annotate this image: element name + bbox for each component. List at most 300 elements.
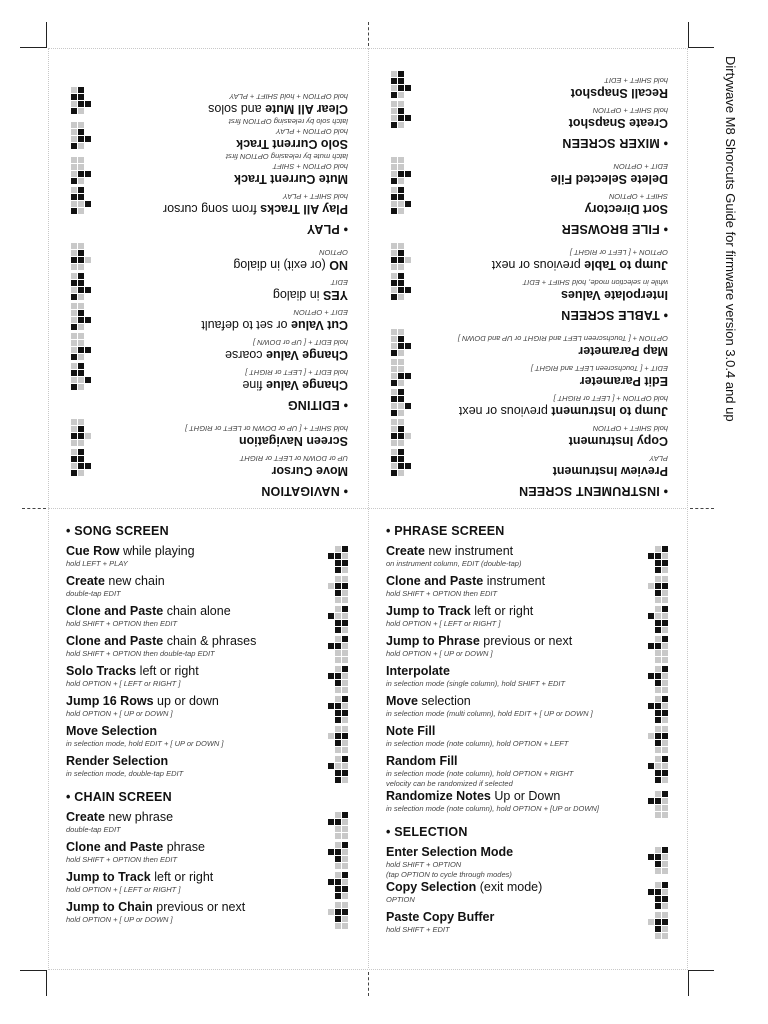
keypad-cell [335, 597, 341, 603]
shortcut-keys: hold OPTION + PLAY [275, 127, 348, 136]
section-heading: • CHAIN SCREEN [66, 790, 172, 804]
shortcut-action: Move Cursor [271, 464, 348, 478]
keypad-cell [648, 613, 654, 619]
shortcut-detail: left or right [470, 604, 534, 618]
keypad-cell [342, 687, 348, 693]
keypad-cell [391, 463, 397, 469]
shortcut-action: Create Snapshot [568, 116, 668, 130]
shortcut-detail: instrument [483, 574, 546, 588]
keypad-cell [398, 336, 404, 342]
keypad-cell [662, 747, 668, 753]
keypad-cell [655, 896, 661, 902]
keypad-cell [328, 673, 334, 679]
shortcut-item [63, 332, 348, 362]
keypad-cell [391, 470, 397, 476]
shortcut-detail: chain & phrases [163, 634, 257, 648]
play-pad-icon [63, 448, 91, 476]
keypad-cell [335, 777, 341, 783]
keypad-cell [398, 329, 404, 335]
keypad-cell [662, 903, 668, 909]
keypad-cell [335, 886, 341, 892]
keypad-cell [342, 606, 348, 612]
keypad-cell [405, 171, 411, 177]
shortcut-action: Jump 16 Rows [66, 694, 154, 708]
keypad-cell [398, 122, 404, 128]
keypad-cell [342, 710, 348, 716]
keypad-cell [398, 250, 404, 256]
shortcut-action: Mute Current Track [234, 172, 348, 186]
shift-pad-icon [383, 328, 411, 356]
keypad-cell [398, 78, 404, 84]
keypad-cell [655, 812, 661, 818]
shortcut-keys: hold EDIT + [ LEFT or RIGHT ] [245, 368, 348, 377]
keypad-cell [655, 717, 661, 723]
keypad-cell [78, 426, 84, 432]
keypad-cell [662, 717, 668, 723]
keypad-cell [655, 854, 661, 860]
keypad-cell [662, 756, 668, 762]
keypad-cell [71, 273, 77, 279]
keypad-cell [71, 347, 77, 353]
shortcut-title [66, 544, 356, 559]
shortcut-item [386, 574, 676, 604]
keypad-cell [342, 756, 348, 762]
shortcut-detail: previous or next [152, 900, 246, 914]
shortcut-title [63, 347, 348, 362]
shortcut-action: Solo Current Track [236, 137, 348, 151]
crop-mark [688, 47, 714, 48]
keypad-cell [391, 171, 397, 177]
shortcut-title [383, 373, 668, 388]
edit-pad-icon [383, 242, 411, 270]
keypad-cell [398, 92, 404, 98]
shortcut-item [66, 604, 356, 634]
shortcut-title [383, 85, 668, 100]
keypad-cell [655, 636, 661, 642]
shortcut-keys: OPTION [386, 895, 415, 904]
shortcut-item [386, 845, 676, 880]
keypad-cell [85, 433, 91, 439]
shortcut-item [383, 418, 668, 448]
shortcut-action: Enter Selection Mode [386, 845, 514, 859]
keypad-cell [391, 164, 397, 170]
keypad-cell [85, 463, 91, 469]
keypad-cell [655, 763, 661, 769]
keypad-cell [655, 560, 661, 566]
keypad-cell [662, 657, 668, 663]
keypad-cell [391, 208, 397, 214]
keypad-cell [398, 403, 404, 409]
keypad-cell [342, 833, 348, 839]
keypad-cell [391, 187, 397, 193]
keypad-cell [335, 627, 341, 633]
keypad-cell [328, 819, 334, 825]
option-arrow-pad-icon [328, 812, 356, 840]
keypad-cell [391, 287, 397, 293]
keypad-cell [655, 710, 661, 716]
shortcut-item [383, 100, 668, 130]
keypad-cell [71, 333, 77, 339]
keypad-cell [391, 403, 397, 409]
shift-pad-icon [648, 666, 676, 694]
keypad-cell [405, 343, 411, 349]
keypad-cell [655, 733, 661, 739]
keypad-cell [335, 606, 341, 612]
keypad-cell [335, 812, 341, 818]
shortcut-title [63, 433, 348, 448]
keypad-cell [662, 919, 668, 925]
shortcut-detail: new chain [104, 574, 165, 588]
keypad-cell [655, 590, 661, 596]
keypad-cell [398, 194, 404, 200]
keypad-cell [655, 791, 661, 797]
keypad-cell [328, 583, 334, 589]
shortcut-action: Delete Selected File [550, 172, 668, 186]
keypad-cell [78, 194, 84, 200]
keypad-cell [335, 726, 341, 732]
keypad-cell [405, 403, 411, 409]
keypad-cell [662, 553, 668, 559]
section-title: CHAIN SCREEN [74, 790, 172, 804]
keypad-cell [391, 440, 397, 446]
shortcut-action: Move [386, 694, 418, 708]
shortcut-action: Jump to Chain [66, 900, 153, 914]
keypad-cell [398, 101, 404, 107]
shift-pad-icon [63, 302, 91, 330]
shift-pad-icon [328, 842, 356, 870]
edit-pad-icon [63, 242, 91, 270]
keypad-cell [662, 861, 668, 867]
keypad-cell [648, 798, 654, 804]
keypad-cell [71, 340, 77, 346]
shortcut-item [63, 418, 348, 448]
shortcut-detail: coarse [225, 348, 267, 362]
keypad-cell [398, 257, 404, 263]
keypad-cell [655, 546, 661, 552]
keypad-cell [391, 108, 397, 114]
keypad-cell [398, 440, 404, 446]
keypad-cell [78, 243, 84, 249]
keypad-cell [78, 273, 84, 279]
shortcut-action: Create [66, 810, 105, 824]
keypad-cell [335, 770, 341, 776]
keypad-cell [398, 157, 404, 163]
keypad-cell [662, 926, 668, 932]
shift-pad-icon [328, 666, 356, 694]
keypad-cell [655, 673, 661, 679]
shortcut-title [66, 574, 356, 589]
keypad-cell [335, 560, 341, 566]
keypad-cell [398, 389, 404, 395]
shortcut-action: Create [66, 574, 105, 588]
keypad-cell [328, 763, 334, 769]
keypad-cell [662, 546, 668, 552]
crop-mark [688, 970, 714, 971]
keypad-cell [78, 470, 84, 476]
shortcut-action: Interpolate Values [561, 288, 668, 302]
keypad-cell [71, 317, 77, 323]
shortcut-item [63, 302, 348, 332]
shortcut-title [383, 403, 668, 418]
keypad-cell [662, 613, 668, 619]
keypad-cell [342, 849, 348, 855]
keypad-cell [655, 650, 661, 656]
keypad-cell [398, 178, 404, 184]
shortcut-keys: hold SHIFT + [ UP or DOWN or LEFT or RIGHT ] [185, 424, 348, 433]
shortcut-note: latch solo by releasing OPTION first [228, 117, 348, 126]
shortcut-keys: UP or DOWN or LEFT or RIGHT [239, 454, 348, 463]
keypad-cell [71, 250, 77, 256]
option-arrow-pad-icon [63, 332, 91, 360]
keypad-cell [655, 740, 661, 746]
shortcut-detail: (exit mode) [476, 880, 543, 894]
keypad-cell [398, 359, 404, 365]
shortcut-title [386, 845, 676, 860]
section-title: INSTRUMENT SCREEN [518, 484, 660, 498]
keypad-cell [78, 363, 84, 369]
keypad-cell [328, 643, 334, 649]
keypad-cell [655, 847, 661, 853]
shortcut-item [386, 544, 676, 574]
keypad-cell [78, 433, 84, 439]
keypad-cell [662, 763, 668, 769]
section-title: EDITING [287, 398, 340, 412]
keypad-cell [662, 673, 668, 679]
keypad-cell [342, 893, 348, 899]
keypad-cell [648, 733, 654, 739]
shortcut-item [66, 840, 356, 870]
keypad-cell [335, 909, 341, 915]
shortcut-detail: and solos [208, 102, 266, 116]
keypad-cell [342, 560, 348, 566]
edit-pad-icon [648, 912, 676, 940]
shortcut-keys: hold OPTION + hold SHIFT + PLAY [229, 92, 348, 101]
keypad-cell [335, 553, 341, 559]
keypad-cell [391, 178, 397, 184]
shortcut-item [383, 448, 668, 478]
keypad-cell [398, 463, 404, 469]
keypad-cell [405, 115, 411, 121]
shortcut-keys: in selection mode (single column), hold SHIFT + EDIT [386, 679, 566, 688]
keypad-cell [342, 673, 348, 679]
top-right-column [383, 70, 668, 498]
shortcut-item [63, 362, 348, 392]
shortcut-keys: PLAY [649, 454, 668, 463]
edit-pad-icon [648, 576, 676, 604]
shortcut-keys: hold SHIFT + EDIT [604, 76, 668, 85]
shortcut-title [63, 201, 348, 216]
keypad-cell [78, 449, 84, 455]
keypad-cell [78, 94, 84, 100]
section-title: FILE BROWSER [561, 222, 660, 236]
keypad-cell [398, 366, 404, 372]
shortcut-keys: hold OPTION + [ UP or DOWN ] [66, 709, 173, 718]
keypad-cell [405, 257, 411, 263]
keypad-cell [78, 287, 84, 293]
shortcut-item [66, 664, 356, 694]
shortcut-keys: EDIT + OPTION [293, 308, 348, 317]
keypad-cell [71, 194, 77, 200]
keypad-cell [335, 923, 341, 929]
keypad-cell [655, 798, 661, 804]
keypad-cell [655, 726, 661, 732]
keypad-cell [78, 171, 84, 177]
keypad-cell [662, 740, 668, 746]
shortcut-action: Jump to Track [66, 870, 151, 884]
keypad-cell [391, 389, 397, 395]
keypad-cell [398, 426, 404, 432]
keypad-cell [328, 613, 334, 619]
keypad-cell [662, 805, 668, 811]
keypad-cell [662, 933, 668, 939]
keypad-cell [655, 933, 661, 939]
crop-mark [46, 22, 47, 48]
shortcut-action: Change Value [266, 378, 348, 392]
keypad-cell [78, 122, 84, 128]
shortcut-keys: EDIT + [ Touchscreen LEFT and RIGHT ] [530, 364, 668, 373]
keypad-cell [398, 410, 404, 416]
keypad-cell [78, 208, 84, 214]
keypad-cell [391, 194, 397, 200]
keypad-cell [78, 456, 84, 462]
shortcut-action: Cut Value [291, 318, 348, 332]
play-pad-icon [383, 272, 411, 300]
keypad-cell [662, 710, 668, 716]
keypad-cell [71, 463, 77, 469]
keypad-cell [78, 129, 84, 135]
keypad-cell [342, 696, 348, 702]
keypad-cell [71, 370, 77, 376]
shortcut-detail: new instrument [424, 544, 514, 558]
shortcut-item [66, 900, 356, 930]
shortcut-item [383, 186, 668, 216]
keypad-cell [335, 673, 341, 679]
section-heading: • TABLE SCREEN [561, 308, 668, 322]
keypad-cell [662, 798, 668, 804]
keypad-cell [342, 872, 348, 878]
shortcut-title [66, 840, 356, 855]
shortcut-item [66, 574, 356, 604]
keypad-cell [328, 703, 334, 709]
shortcut-action: Jump to Phrase [386, 634, 480, 648]
keypad-cell [662, 847, 668, 853]
keypad-cell [655, 680, 661, 686]
keypad-cell [391, 433, 397, 439]
fold-mark [690, 508, 714, 509]
shortcut-title [386, 910, 676, 925]
shift-pad-icon [63, 121, 91, 149]
keypad-cell [342, 812, 348, 818]
shift-option-pad-icon [648, 606, 676, 634]
keypad-cell [655, 770, 661, 776]
shortcut-title [63, 257, 348, 272]
keypad-cell [391, 396, 397, 402]
shortcut-title [386, 544, 676, 559]
keypad-cell [391, 426, 397, 432]
keypad-cell [335, 583, 341, 589]
keypad-cell [71, 136, 77, 142]
keypad-cell [335, 687, 341, 693]
shortcut-keys: hold OPTION + [ LEFT or RIGHT ] [66, 679, 181, 688]
keypad-cell [662, 680, 668, 686]
keypad-cell [662, 666, 668, 672]
shortcut-title [386, 604, 676, 619]
keypad-cell [391, 359, 397, 365]
keypad-cell [662, 791, 668, 797]
shortcut-keys: hold SHIFT + OPTION [592, 424, 668, 433]
keypad-cell [655, 861, 661, 867]
keypad-cell [85, 317, 91, 323]
keypad-cell [342, 902, 348, 908]
keypad-cell [78, 347, 84, 353]
crop-mark [688, 22, 689, 48]
shortcut-detail: (or exit) in dialog [233, 258, 330, 272]
keypad-cell [398, 208, 404, 214]
keypad-cell [342, 703, 348, 709]
shortcut-item [386, 789, 676, 819]
keypad-cell [391, 115, 397, 121]
keypad-cell [391, 122, 397, 128]
shortcut-detail: selection [417, 694, 471, 708]
keypad-cell [398, 419, 404, 425]
keypad-cell [342, 643, 348, 649]
keypad-cell [662, 650, 668, 656]
shortcut-keys: hold OPTION + [ LEFT or RIGHT ] [386, 619, 501, 628]
keypad-cell [335, 717, 341, 723]
keypad-cell [335, 849, 341, 855]
keypad-cell [85, 347, 91, 353]
keypad-cell [78, 354, 84, 360]
shortcut-title [66, 694, 356, 709]
keypad-cell [342, 590, 348, 596]
keypad-cell [71, 449, 77, 455]
keypad-cell [335, 856, 341, 862]
section-heading: • FILE BROWSER [561, 222, 668, 236]
shortcut-title [383, 287, 668, 302]
keypad-cell [71, 426, 77, 432]
keypad-cell [662, 636, 668, 642]
shortcut-item [383, 358, 668, 388]
keypad-cell [655, 657, 661, 663]
shortcut-detail: chain alone [163, 604, 231, 618]
keypad-cell [342, 856, 348, 862]
shortcut-title [63, 463, 348, 478]
keypad-cell [655, 643, 661, 649]
section-heading: • PLAY [306, 222, 348, 236]
shortcut-title [383, 257, 668, 272]
keypad-cell [71, 187, 77, 193]
keypad-cell [648, 919, 654, 925]
keypad-cell [391, 336, 397, 342]
keypad-cell [78, 157, 84, 163]
keypad-cell [391, 449, 397, 455]
shortcut-detail: up or down [153, 694, 219, 708]
keypad-cell [78, 440, 84, 446]
shortcut-keys: EDIT [330, 278, 348, 287]
keypad-cell [405, 85, 411, 91]
keypad-cell [342, 583, 348, 589]
shortcut-action: Jump to Instrument [551, 404, 668, 418]
keypad-cell [335, 756, 341, 762]
keypad-cell [85, 201, 91, 207]
keypad-cell [342, 886, 348, 892]
shortcut-keys: double-tap EDIT [66, 589, 121, 598]
shortcut-keys: in selection mode (multi column), hold EDIT + [ UP or DOWN ] [386, 709, 593, 718]
keypad-cell [398, 373, 404, 379]
keypad-cell [391, 410, 397, 416]
shortcut-item [63, 116, 348, 151]
keypad-cell [78, 178, 84, 184]
